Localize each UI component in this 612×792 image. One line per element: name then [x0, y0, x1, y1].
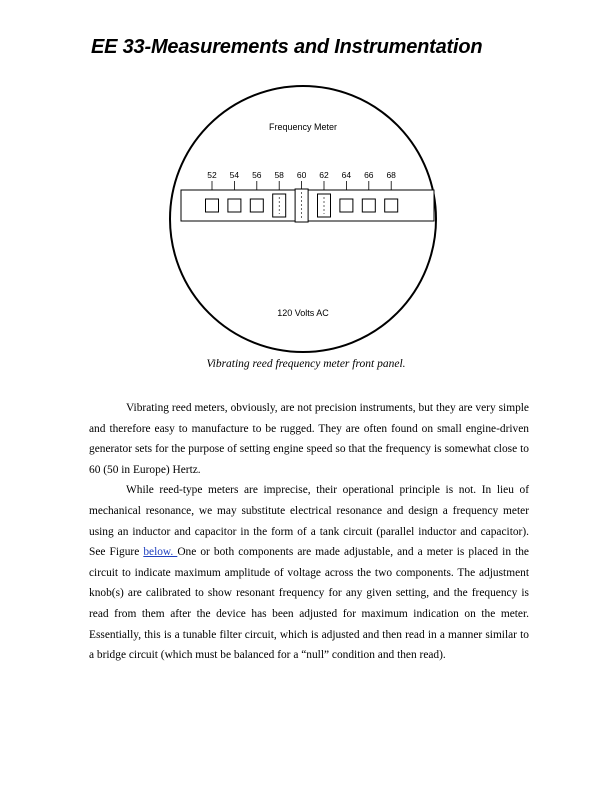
- reed-54: [228, 199, 241, 212]
- scale-label: 64: [341, 170, 352, 180]
- scale-label: 62: [319, 170, 329, 180]
- scale-label: 60: [296, 170, 307, 180]
- scale-label: 68: [386, 170, 396, 180]
- paragraph-2-text-b: One or both components are made adjustable, and a meter is placed in the circuit to indicate maximum amplitude of voltage across the two components. The adjustment knob(s) are calibrated to show resonant frequency for any given setting, and the frequency is read from them after the device has been adjusted for maximum indication on the meter. Essentially, this is a tunable filter circuit, which is adjusted and then read in a manner similar to a bridge circuit (which must be balanced for a “null” condition and then read).: [89, 546, 529, 662]
- scale-label: 52: [207, 170, 217, 180]
- reed-66: [362, 199, 375, 212]
- reed-52: [206, 199, 219, 212]
- scale-label: 66: [364, 170, 374, 180]
- meter-heading: Frequency Meter: [268, 122, 338, 132]
- paragraph-2-text-a: While reed-type meters are imprecise, their operational principle is not. In lieu of mechanical resonance, we may substitute electrical resonance and design a frequency meter using an inductor and capacitor in the form of a tank circuit (parallel inductor and capacitor). See Figure: [89, 484, 529, 559]
- scale-label: 54: [229, 170, 240, 180]
- frequency-meter-diagram: [168, 84, 438, 354]
- meter-footer: 120 Volts AC: [277, 308, 329, 318]
- reed-56: [250, 199, 263, 212]
- scale-label: 56: [252, 170, 262, 180]
- page-title: EE 33-Measurements and Instrumentation: [91, 36, 483, 58]
- body-text: [89, 398, 529, 666]
- figure-below-link[interactable]: below.: [143, 546, 178, 559]
- reed-68: [385, 199, 398, 212]
- reed-64: [340, 199, 353, 212]
- figure-caption: Vibrating reed frequency meter front panel.: [206, 358, 406, 370]
- paragraph-2: [89, 480, 529, 665]
- scale-label: 58: [274, 170, 284, 180]
- paragraph-1: Vibrating reed meters, obviously, are not precision instruments, but they are very simple and therefore easy to manufacture to be rugged. They are often found on small engine-driven generator sets for the purpose of setting engine speed so that the frequency is somewhat close to 60 (50 in Europe) Hertz.: [89, 402, 529, 476]
- frequency-meter-figure: [168, 84, 438, 354]
